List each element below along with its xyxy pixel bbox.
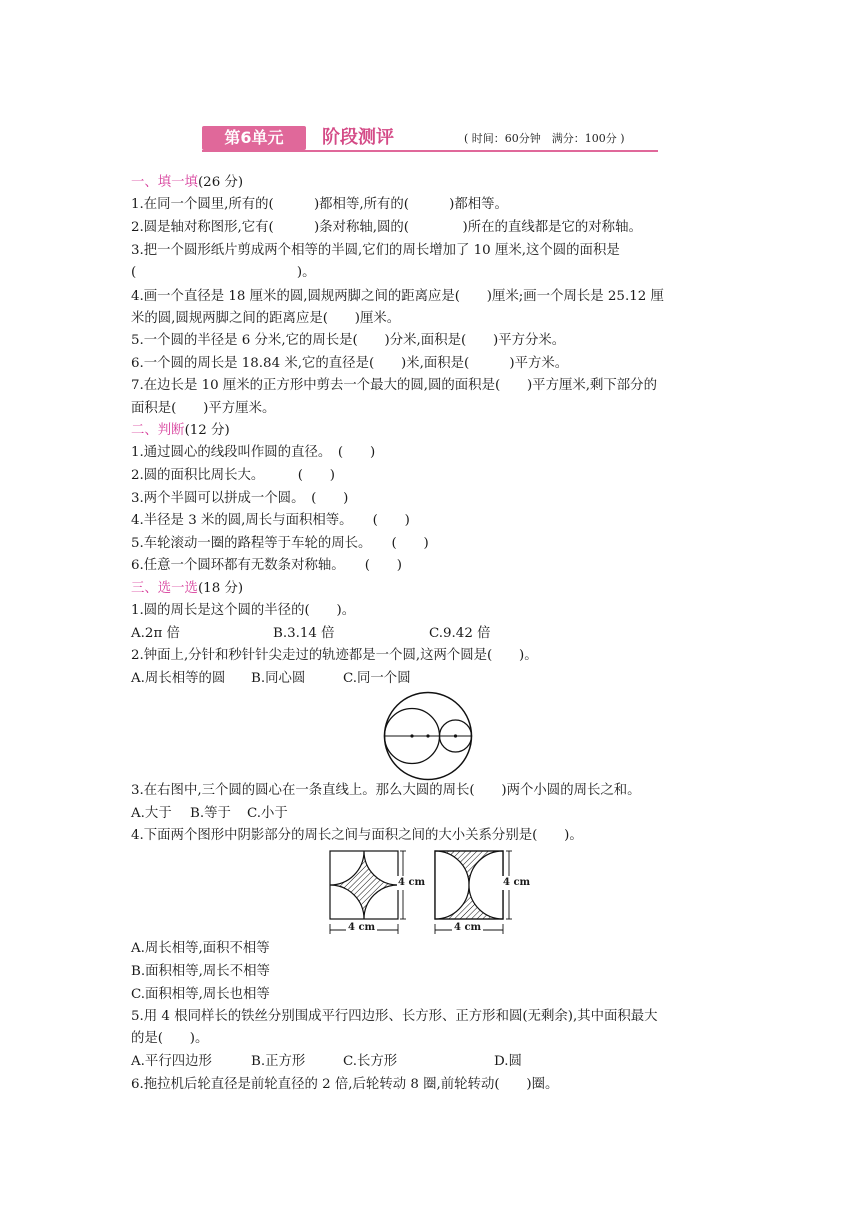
- s3-q3-option-b: B.等于: [190, 806, 231, 821]
- dim-label-right-width: 4 cm: [454, 922, 482, 933]
- s1-q4-line2: 米的圆,圆规两脚之间的距离应是( )厘米。: [131, 311, 401, 326]
- s1-q7-line2: 面积是( )平方厘米。: [131, 401, 276, 416]
- s1-q4-line1: 4.画一个直径是 18 厘米的圆,圆规两脚之间的距离应是( )厘米;画一个周长是 25.12 厘: [131, 289, 664, 304]
- s1-q3-line2: ( )。: [131, 265, 316, 280]
- page-title: 阶段测评: [322, 127, 394, 148]
- dim-label-left-height: 4 cm: [398, 877, 426, 888]
- s3-q1-option-a: A.2π 倍: [131, 626, 180, 641]
- s3-q2-option-c: C.同一个圆: [343, 671, 411, 686]
- s3-q2-option-b: B.同心圆: [251, 671, 306, 686]
- s3-q6: 6.拖拉机后轮直径是前轮直径的 2 倍,后轮转动 8 圈,前轮转动( )圈。: [131, 1077, 559, 1092]
- s2-q4: 4.半径是 3 米的圆,周长与面积相等。 ( ): [131, 513, 410, 528]
- s3-q3: 3.在右图中,三个圆的圆心在一条直线上。那么大圆的周长( )两个小圆的周长之和。: [131, 783, 641, 798]
- s2-q2: 2.圆的面积比周长大。 ( ): [131, 468, 335, 483]
- s2-q1: 1.通过圆心的线段叫作圆的直径。 ( ): [131, 445, 376, 460]
- s2-q3: 3.两个半圆可以拼成一个圆。 ( ): [131, 491, 349, 506]
- s3-q2: 2.钟面上,分针和秒针针尖走过的轨迹都是一个圆,这两个圆是( )。: [131, 648, 538, 663]
- s1-q6: 6.一个圆的周长是 18.84 米,它的直径是( )米,面积是( )平方米。: [131, 356, 569, 371]
- dim-label-left-width: 4 cm: [348, 922, 376, 933]
- s3-q5-line1: 5.用 4 根同样长的铁丝分别围成平行四边形、长方形、正方形和圆(无剩余),其中面积最大: [131, 1009, 658, 1024]
- s1-q2: 2.圆是轴对称图形,它有( )条对称轴,圆的( )所在的直线都是它的对称轴。: [131, 220, 642, 235]
- s3-q1-option-b: B.3.14 倍: [273, 626, 335, 641]
- s3-q4: 4.下面两个图形中阴影部分的周长之间与面积之间的大小关系分别是( )。: [131, 828, 583, 843]
- s3-q1: 1.圆的周长是这个圆的半径的( )。: [131, 603, 356, 618]
- section-2-title: 二、判断: [131, 423, 185, 438]
- section-2-heading: [131, 420, 230, 442]
- s3-q5-line2: 的是( )。: [131, 1031, 209, 1046]
- s3-q3-option-c: C.小于: [247, 806, 288, 821]
- s1-q1: 1.在同一个圆里,所有的( )都相等,所有的( )都相等。: [131, 197, 508, 212]
- s3-q4-option-c: C.面积相等,周长也相等: [131, 987, 270, 1002]
- section-3-title: 三、选一选: [131, 581, 198, 596]
- s3-q2-option-a: A.周长相等的圆: [131, 671, 226, 686]
- s2-q5: 5.车轮滚动一圈的路程等于车轮的周长。 ( ): [131, 536, 429, 551]
- section-1-heading: [131, 172, 243, 194]
- section-3-heading: [131, 578, 243, 600]
- three-circles-figure: [382, 690, 474, 782]
- s1-q7-line1: 7.在边长是 10 厘米的正方形中剪去一个最大的圆,圆的面积是( )平方厘米,剩下部分的: [131, 378, 657, 393]
- section-1-title: 一、填一填: [131, 175, 198, 190]
- s3-q4-option-a: A.周长相等,面积不相等: [131, 941, 270, 956]
- dim-label-right-height: 4 cm: [503, 877, 531, 888]
- s1-q5: 5.一个圆的半径是 6 分米,它的周长是( )分米,面积是( )平方分米。: [131, 333, 566, 348]
- section-2-points: (12 分): [184, 423, 230, 438]
- s3-q1-option-c: C.9.42 倍: [429, 626, 491, 641]
- s3-q3-option-a: A.大于: [131, 806, 172, 821]
- s3-q5-option-c: C.长方形: [343, 1054, 398, 1069]
- section-3-points: (18 分): [197, 581, 244, 596]
- s1-q3-line1: 3.把一个圆形纸片剪成两个相等的半圆,它们的周长增加了 10 厘米,这个圆的面积是: [131, 243, 620, 258]
- s2-q6: 6.任意一个圆环都有无数条对称轴。 ( ): [131, 558, 402, 573]
- s3-q5-option-d: D.圆: [494, 1054, 522, 1069]
- time-score-info: ( 时间：60分钟 满分：100分 ): [464, 132, 625, 145]
- unit-header: [202, 126, 658, 152]
- unit-label: 第6单元: [202, 126, 306, 150]
- section-1-points: (26 分): [197, 175, 244, 190]
- s3-q5-option-a: A.平行四边形: [131, 1054, 212, 1069]
- header-rule: [202, 150, 658, 152]
- s3-q5-option-b: B.正方形: [251, 1054, 306, 1069]
- s3-q4-option-b: B.面积相等,周长不相等: [131, 964, 270, 979]
